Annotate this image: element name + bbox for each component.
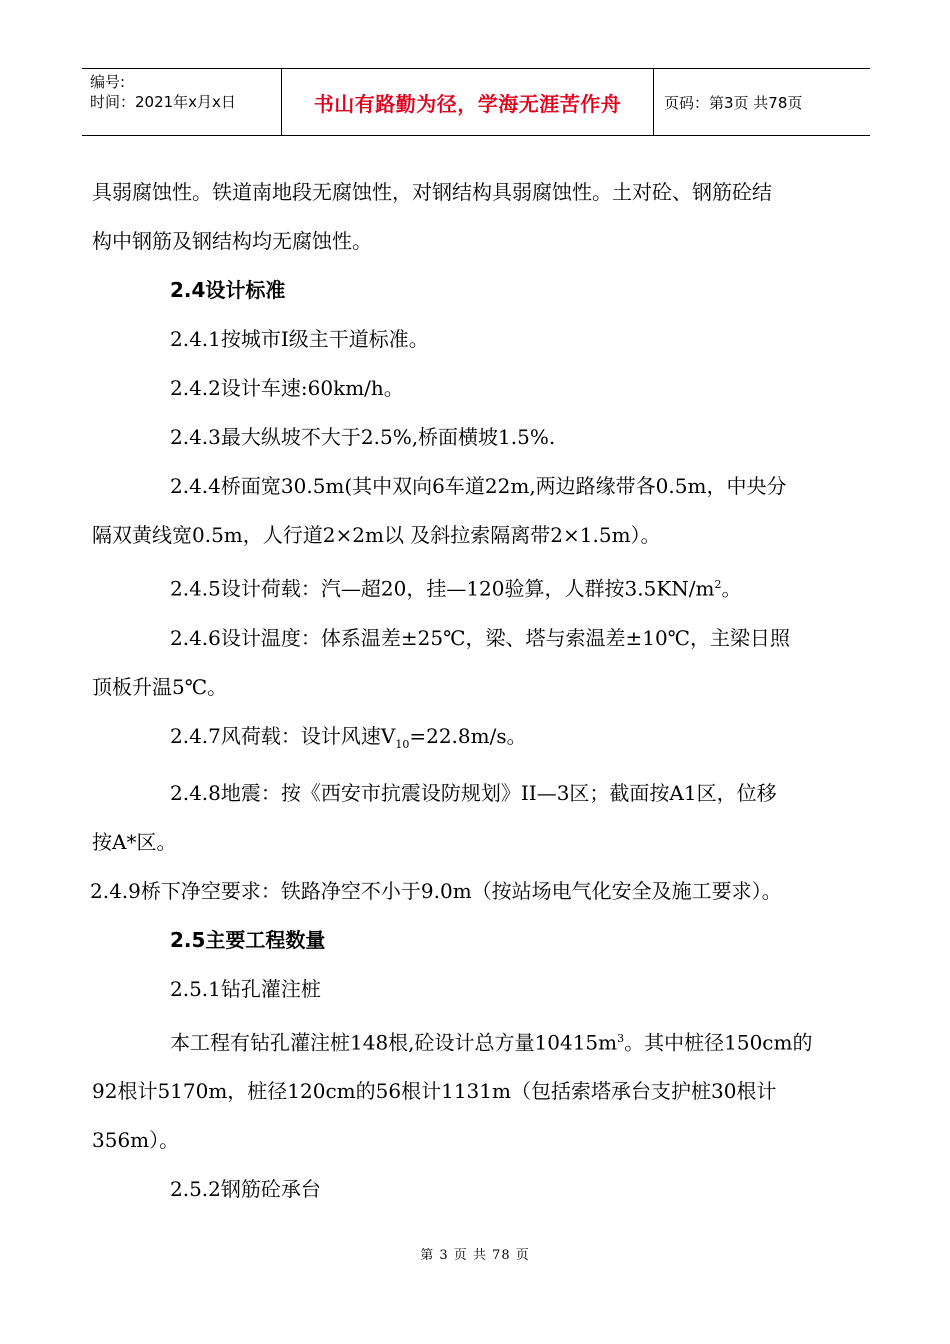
- item-2-4-9: 2.4.9桥下净空要求：铁路净空不小于9.0m（按站场电气化安全及施工要求）。: [90, 878, 782, 903]
- section-heading-2-4: 2.4设计标准: [170, 278, 286, 302]
- item-2-4-4-cont: 隔双黄线宽0.5m，人行道2×2m以 及斜拉索隔离带2×1.5m）。: [92, 523, 661, 547]
- item-2-4-1: 2.4.1按城市I级主干道标准。: [170, 327, 429, 351]
- item-2-5-1: 2.5.1钻孔灌注桩: [170, 976, 321, 1001]
- header-meta: [82, 69, 282, 135]
- document-body: [92, 168, 862, 1214]
- para-text: 本工程有钻孔灌注桩148根,砼设计总方量10415m: [170, 1030, 618, 1055]
- superscript: 2: [714, 578, 722, 591]
- item-2-4-7: [92, 712, 862, 769]
- superscript: 3: [617, 1031, 625, 1045]
- paragraph-line: 92根计5170m，桩径120cm的56根计1131m（包括索塔承台支护桩30根计: [92, 1079, 777, 1104]
- item-2-4-2: 2.4.2设计车速:60km/h。: [170, 376, 404, 400]
- time-label: 时间：2021年x月x日: [90, 93, 236, 111]
- item-2-4-6: 2.4.6设计温度：体系温差±25℃，梁、塔与索温差±10℃，主梁日照: [170, 625, 791, 650]
- header-page-info: 页码：第3页 共78页: [664, 93, 803, 112]
- paragraph-line: 具弱腐蚀性。铁道南地段无腐蚀性，对钢结构具弱腐蚀性。土对砼、钢筋砼结: [92, 180, 772, 204]
- item-2-4-6-cont: 顶板升温5℃。: [92, 674, 228, 699]
- page-footer: 第 3 页 共 78 页: [420, 1248, 530, 1263]
- item-2-4-5-end: 。: [721, 576, 742, 601]
- code-label: 编号:: [90, 73, 126, 91]
- item-2-4-4: 2.4.4桥面宽30.5m(其中双向6车道22m,两边路缘带各0.5m，中央分: [170, 474, 787, 498]
- item-2-5-2: 2.5.2钢筋砼承台: [170, 1177, 321, 1202]
- paragraph-line: 构中钢筋及钢结构均无腐蚀性。: [92, 229, 372, 253]
- item-2-4-7-end: =22.8m/s。: [409, 723, 527, 748]
- section-heading-2-5: 2.5主要工程数量: [170, 927, 326, 952]
- page-header: [82, 68, 870, 136]
- item-2-4-8-cont: 按A*区。: [92, 829, 177, 854]
- paragraph-line: [92, 1014, 862, 1068]
- item-2-4-3: 2.4.3最大纵坡不大于2.5%,桥面横坡1.5%.: [170, 425, 556, 449]
- item-2-4-5: [92, 560, 862, 614]
- header-motto: 书山有路勤为径，学海无涯苦作舟: [282, 69, 654, 135]
- paragraph-line: 356m）。: [92, 1128, 180, 1153]
- item-2-4-8: 2.4.8地震：按《西安市抗震设防规划》II—3区；截面按A1区，位移: [170, 780, 777, 805]
- para-text-end: 。其中桩径150cm的: [624, 1030, 813, 1055]
- item-2-4-5-text: 2.4.5设计荷载：汽—超20，挂—120验算，人群按3.5KN/m: [170, 576, 715, 601]
- item-2-4-7-text: 2.4.7风荷载：设计风速V: [170, 723, 396, 748]
- subscript: 10: [395, 737, 410, 751]
